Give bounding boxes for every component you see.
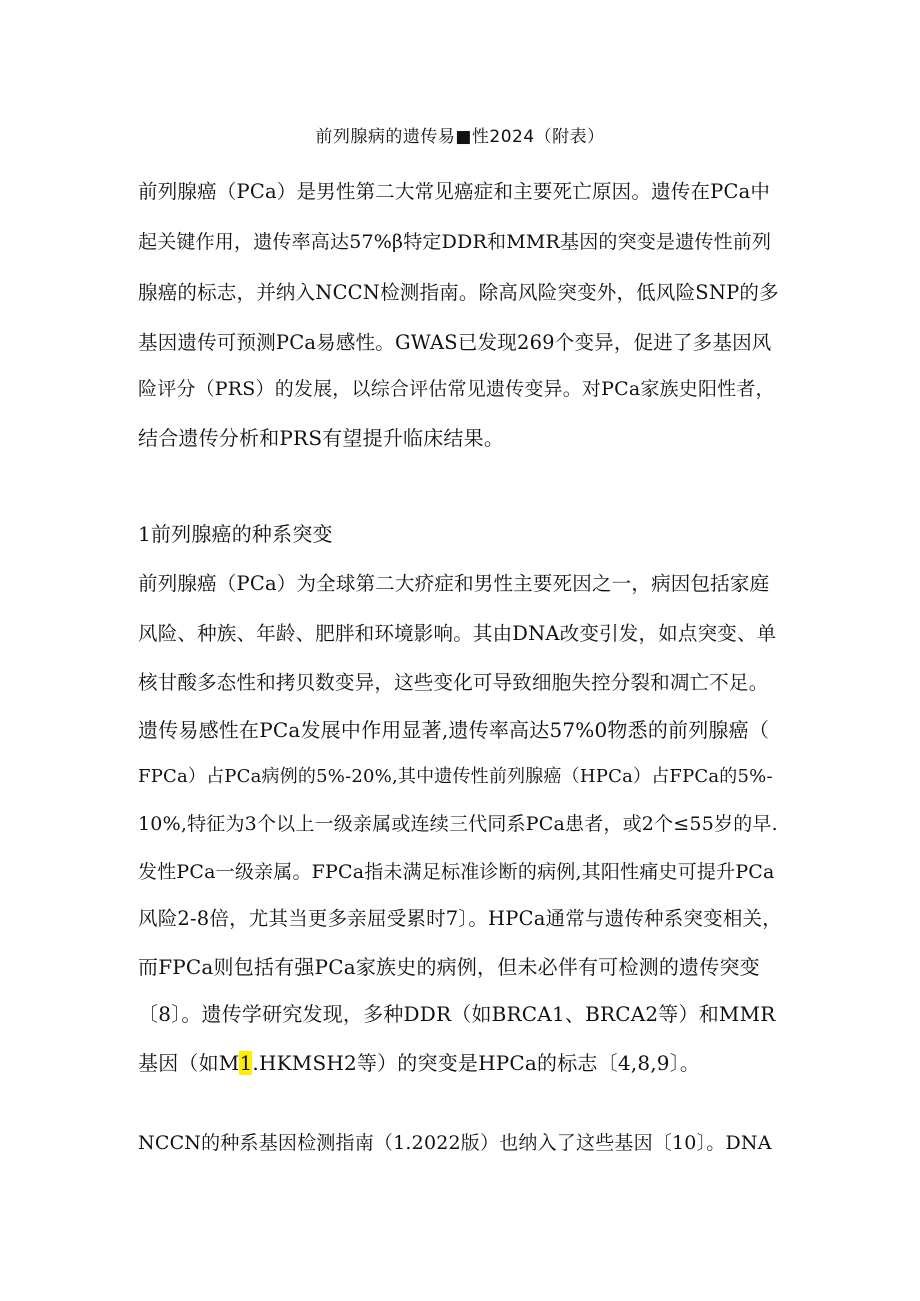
intro-line-4: 基因遗传可预测PCa易感性。GWAS已发现269个变异，促进了多基因风 <box>138 331 772 354</box>
intro-line-1: 前列腺癌（PCa）是男性第二大常见癌症和主要死亡原因。遗传在PCa中 <box>138 180 771 203</box>
intro-line-6: 结合遗传分析和PRS有望提升临床结果。 <box>138 426 505 450</box>
section-heading: 1前列腺癌的种系突变 <box>138 522 333 546</box>
intro-line-2: 起关键作用，遗传率高达57%β特定DDR和MMR基因的突变是遗传性前列 <box>138 231 772 253</box>
section-line-6: 10%,特征为3个以上一级亲属或连续三代同系PCa患者，或2个≤55岁的早. <box>138 813 778 835</box>
section-line-9: 而FPCa则包括有强PCa家族史的病例，但未必伴有可检测的遗传突变 <box>138 955 760 979</box>
highlight-line-after: .HKMSH2等）的突变是HPCa的标志〔4,8,9〕。 <box>252 1051 701 1075</box>
highlight-line-before: 基因（如M <box>138 1051 240 1075</box>
section-line-1: 前列腺癌（PCa）为全球第二大疥症和男性主要死因之一，病因包括家庭 <box>138 572 770 595</box>
intro-line-5: 险评分（PRS）的发展，以综合评估常见遗传变异。对PCa家族史阳性者， <box>138 378 775 400</box>
section-line-11 <box>138 1049 700 1077</box>
document-title: 前列腺病的遗传易■性2024（附表） <box>315 127 605 147</box>
final-line: NCCN的种系基因检测指南（1.2022版）也纳入了这些基因〔10〕。DNA <box>138 1132 772 1154</box>
highlighted-text: 1 <box>239 1051 253 1075</box>
section-line-4: 遗传易感性在PCa发展中作用显著,遗传率高达57%0物悉的前列腺癌（ <box>138 718 770 742</box>
intro-line-3: 腺癌的标志，并纳入NCCN检测指南。除高风险突变外，低风险SNP的多 <box>138 281 779 304</box>
section-line-10: 〔8〕。遗传学研究发现，多种DDR（如BRCA1、BRCA2等）和MMR <box>138 1002 776 1026</box>
section-line-7: 发性PCa一级亲属。FPCa指未满足标准诊断的病例,其阳性痛史可提升PCa <box>138 861 775 883</box>
section-line-5: FPCa）占PCa病例的5%-20%,其中遗传性前列腺癌（HPCa）占FPCa的5%- <box>138 766 773 787</box>
section-line-8: 风险2-8倍，尤其当更多亲屈受累时7〕。HPCa通常与遗传种系突变相关， <box>138 907 782 930</box>
section-line-2: 风险、种族、年龄、肥胖和环境影响。其由DNA改变引发，如点突变、单 <box>138 622 777 645</box>
section-line-3: 核甘酸多态性和拷贝数变异，这些变化可导致细胞失控分裂和凋亡不足。 <box>138 671 769 694</box>
